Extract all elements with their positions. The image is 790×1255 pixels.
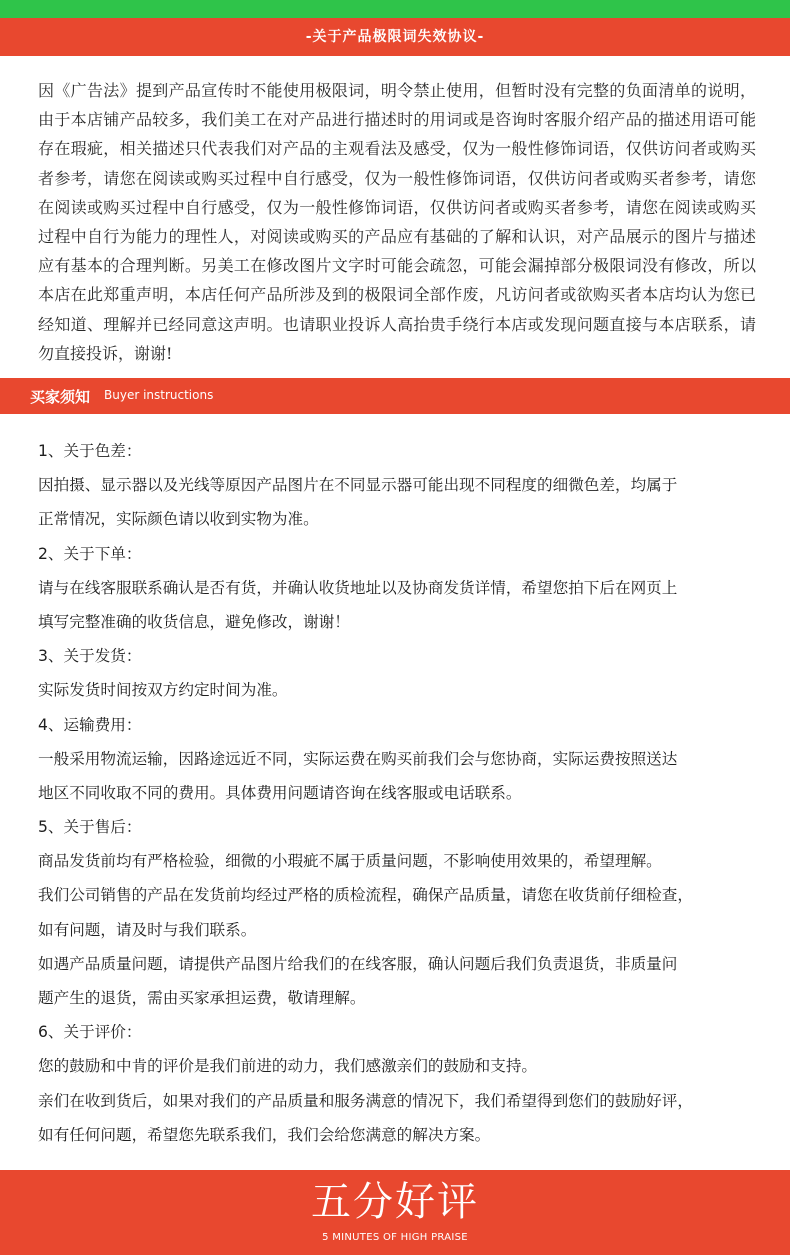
- praise-subtitle: 5 MINUTES OF HIGH PRAISE: [322, 1232, 468, 1243]
- instruction-line: 如有任何问题，希望您先联系我们，我们会给您满意的解决方案。: [38, 1125, 491, 1144]
- instruction-line: 4、运输费用：: [38, 715, 142, 734]
- instruction-line: 3、关于发货：: [38, 647, 142, 666]
- buyer-instructions-header: [0, 378, 790, 414]
- instruction-line: 地区不同收取不同的费用。具体费用问题请咨询在线客服或电话联系。: [38, 783, 522, 802]
- instructions-list: [38, 434, 760, 1152]
- disclaimer-paragraph: 因《广告法》提到产品宣传时不能使用极限词，明令禁止使用，但暂时没有完整的负面清单的说明，由于本店铺产品较多，我们美工在对产品进行描述时的用词或是咨询时客服介绍产品的描述用语可能存在瑕疵，相关描述只代表我们对产品的主观看法及感受，仅为一般性修饰词语，仅供访问者或购买者参考，请您在阅读或购买过程中自行感受，仅为一般性修饰词语，仅供访问者或购买者参考，请您在阅读或购买过程中自行感受，仅为一般性修饰词语，仅供访问者或购买者参考，请您在阅读或购买过程中自行为能力的理性人，对阅读或购买的产品应有基础的了解和认识，对产品展示的图片与描述应有基本的合理判断。另美工在修改图片文字时可能会疏忽，可能会漏掉部分极限词没有修改，所以本店在此郑重声明，本店任何产品所涉及到的极限词全部作废，凡访问者或欲购买者本店均认为您已经知道、理解并已经同意这声明。也请职业投诉人高抬贵手绕行本店或发现问题直接与本店联系，请勿直接投诉，谢谢!: [38, 81, 756, 363]
- instruction-line: 正常情况，实际颜色请以收到实物为准。: [38, 510, 319, 529]
- instruction-line: 5、关于售后：: [38, 818, 142, 837]
- instruction-line: 6、关于评价：: [38, 1023, 142, 1042]
- instruction-line: 您的鼓励和中肯的评价是我们前进的动力，我们感激亲们的鼓励和支持。: [38, 1057, 538, 1076]
- praise-title: 五分好评: [311, 1179, 479, 1225]
- instruction-line: 2、关于下单：: [38, 544, 142, 563]
- instruction-line: 实际发货时间按双方约定时间为准。: [38, 681, 288, 700]
- section-title-zh: 买家须知: [30, 388, 91, 406]
- five-star-praise-banner: [0, 1170, 790, 1255]
- page-title: -关于产品极限词失效协议-: [0, 18, 790, 56]
- instruction-line: 我们公司销售的产品在发货前均经过严格的质检流程，确保产品质量，请您在收货前仔细检查，: [38, 886, 693, 905]
- instruction-line: 请与在线客服联系确认是否有货，并确认收货地址以及协商发货详情，希望您拍下后在网页上: [38, 578, 678, 597]
- instruction-line: 填写完整准确的收货信息，避免修改，谢谢！: [38, 612, 350, 631]
- instruction-line: 一般采用物流运输，因路途远近不同，实际运费在购买前我们会与您协商，实际运费按照送达: [38, 749, 678, 768]
- section-title-en: Buyer instructions: [104, 388, 214, 402]
- instruction-line: 亲们在收到货后，如果对我们的产品质量和服务满意的情况下，我们希望得到您们的鼓励好评，: [38, 1091, 693, 1110]
- instruction-line: 如遇产品质量问题，请提供产品图片给我们的在线客服，确认问题后我们负责退货，非质量问: [38, 954, 678, 973]
- instruction-line: 商品发货前均有严格检验，细微的小瑕疵不属于质量问题，不影响使用效果的，希望理解。: [38, 852, 662, 871]
- top-accent-strip: [0, 0, 790, 18]
- instruction-line: 1、关于色差：: [38, 442, 142, 460]
- instruction-line: 如有问题，请及时与我们联系。: [38, 920, 257, 939]
- instruction-line: 因拍摄、显示器以及光线等原因产品图片在不同显示器可能出现不同程度的细微色差，均属于: [38, 476, 678, 495]
- instruction-line: 题产生的退货，需由买家承担运费，敬请理解。: [38, 989, 366, 1007]
